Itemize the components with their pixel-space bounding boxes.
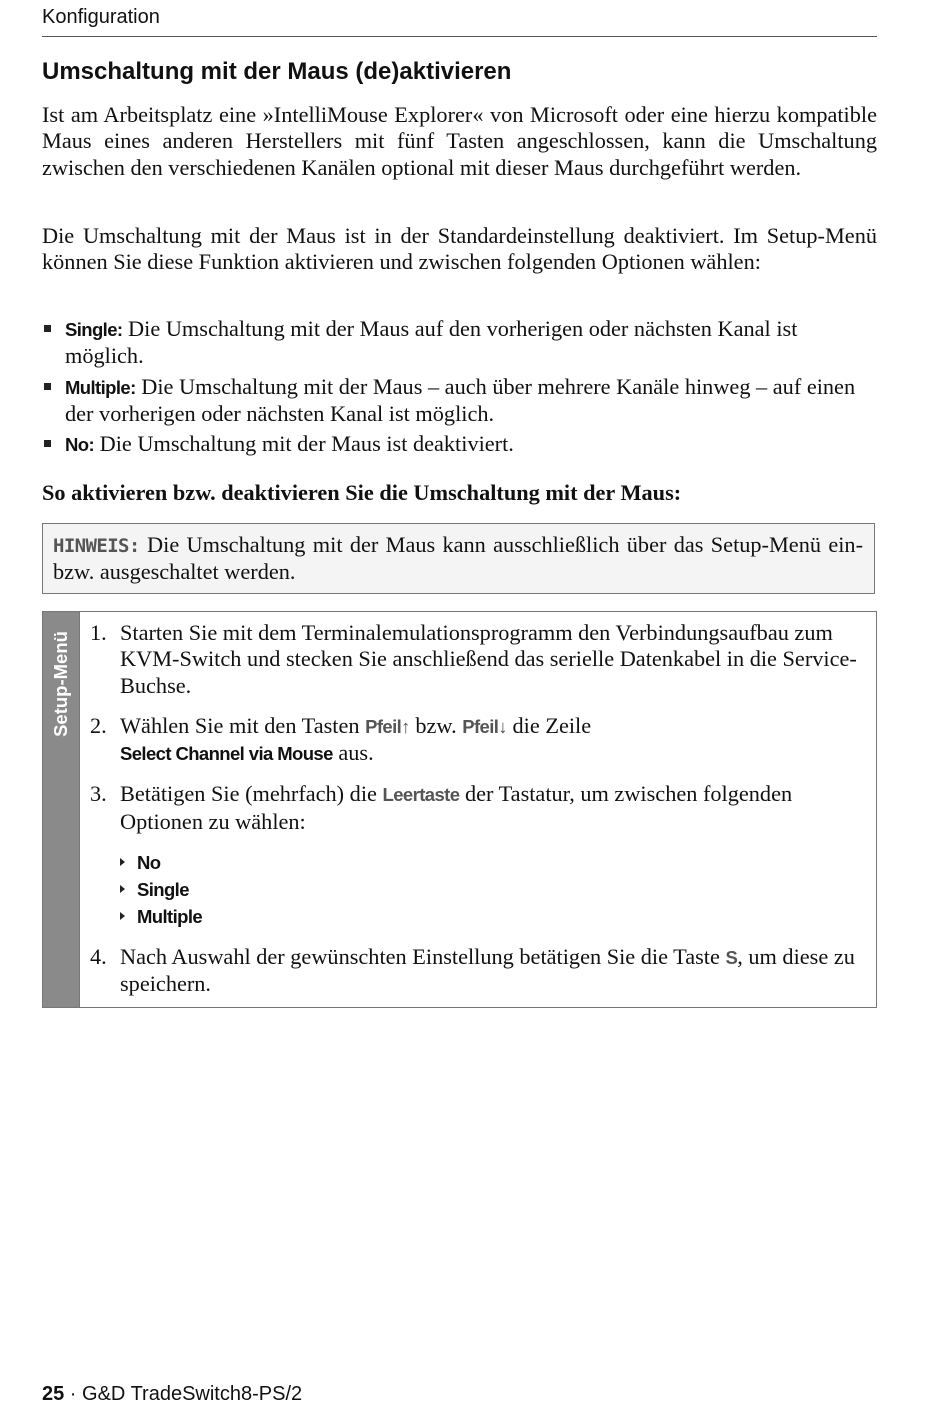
step-item [83,781,863,930]
key-arrow-up: Pfeil↑ [365,715,410,737]
setup-menu-tab-label: Setup-Menü [50,631,71,737]
list-item [42,431,877,458]
setup-steps-list [83,620,863,1012]
option-description: Die Umschaltung mit der Maus auf den vorherigen oder nächsten Kanal ist möglich. [65,316,798,369]
instructions-heading: So aktivieren bzw. deaktivieren Sie die Umschaltung mit der Maus: [42,480,682,505]
step-text: Betätigen Sie (mehrfach) die [120,781,383,807]
square-bullet-icon [44,383,51,390]
key-arrow-down: Pfeil↓ [462,715,507,737]
square-bullet-icon [44,440,51,447]
triangle-bullet-icon [120,858,125,866]
step-text: Starten Sie mit dem Terminalemulationsprogramm den Verbindungsaufbau zum KVM-Switch und stecken Sie anschließend das serielle Datenkabel in die Service-Buchse. [120,620,857,698]
step-text: , um diese zu speichern. [120,944,855,997]
key-space: Leertaste [382,784,460,806]
note-text [53,532,863,586]
running-header: Konfiguration [42,6,160,28]
step-text: der Tastatur, um zwischen folgenden Optionen zu wählen: [120,781,793,834]
step-item [83,944,863,998]
triangle-bullet-icon [120,885,125,893]
step-item [83,713,863,768]
setup-menu-box [42,611,877,1008]
step-text: bzw. [409,712,463,738]
list-item [42,316,877,370]
default-setting-paragraph: Die Umschaltung mit der Maus ist in der Standardeinstellung deaktiviert. Im Setup-Menü können Sie diese Funktion aktivieren und zwischen folgenden Optionen wählen: [42,223,877,275]
menu-item-name: Select Channel via Mouse [120,743,333,765]
setting-option: Single [137,879,189,901]
note-box [42,523,875,594]
step-number: 3. [90,781,107,807]
note-body: Die Umschaltung mit der Maus kann ausschließlich über das Setup-Menü ein- bzw. ausgeschaltet werden. [53,532,863,585]
step-text: aus. [332,740,374,766]
setting-options-list [120,849,863,930]
footer-separator: · [64,1383,83,1405]
list-item [42,374,877,428]
setup-menu-tab [43,612,80,1007]
step-number: 1. [90,620,107,645]
option-term: Single: [65,319,123,340]
option-term: Multiple: [65,376,136,398]
option-description: Die Umschaltung mit der Maus – auch über mehrere Kanäle hinweg – auf einen der vorherigen oder nächsten Kanal ist möglich. [65,373,856,426]
list-item [120,849,863,876]
step-item [83,620,863,699]
step-text: Nach Auswahl der gewünschten Einstellung betätigen Sie die Taste [120,944,726,970]
page-footer [42,1383,302,1406]
option-description: Die Umschaltung mit der Maus ist deaktiviert. [94,431,514,457]
key-s: S [725,947,738,969]
option-term: No: [65,434,95,456]
intro-paragraph: Ist am Arbeitsplatz eine »IntelliMouse Explorer« von Microsoft oder eine hierzu kompatible Maus eines anderen Herstellers mit fünf Tasten angeschlossen, kann die Umschaltung zwischen den verschiedenen Kanälen optional mit dieser Maus durchgeführt werden. [42,102,877,180]
note-label: HINWEIS: [53,535,140,557]
product-name: G&D TradeSwitch8-PS/2 [82,1383,303,1405]
triangle-bullet-icon [120,912,125,920]
step-text: Wählen Sie mit den Tasten [120,712,366,738]
step-text: die Zeile [506,712,592,738]
section-title: Umschaltung mit der Maus (de)aktivieren [42,58,512,85]
options-bullet-list [42,316,877,462]
list-item [120,876,863,903]
header-divider [42,36,877,37]
square-bullet-icon [44,325,51,332]
step-number: 4. [90,944,107,970]
list-item [120,903,863,930]
step-number: 2. [90,712,107,738]
setting-option: Multiple [137,906,203,928]
page-number: 25 [42,1383,65,1405]
setting-option: No [137,852,161,874]
